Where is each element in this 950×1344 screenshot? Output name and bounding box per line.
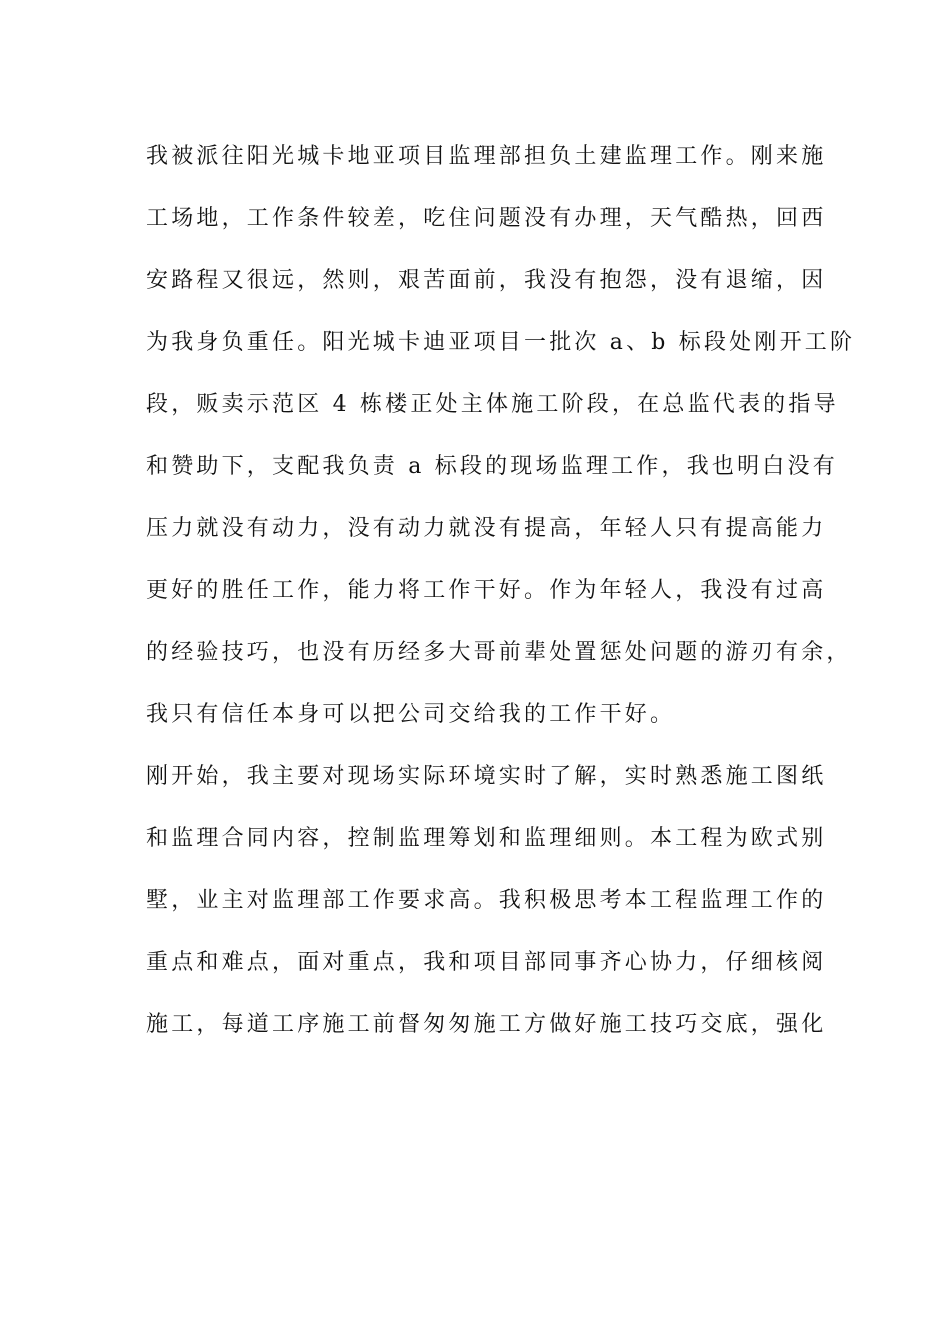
- text-line: 更好的胜任工作，能力将工作干好。作为年轻人，我没有过高: [146, 578, 827, 603]
- text-line: 我被派往阳光城卡地亚项目监理部担负土建监理工作。刚来施: [146, 144, 827, 169]
- text-line: 刚开始，我主要对现场实际环境实时了解，实时熟悉施工图纸: [146, 764, 827, 789]
- text-line: 段，贩卖示范区 4 栋楼正处主体施工阶段，在总监代表的指导: [146, 392, 839, 417]
- text-line: 和监理合同内容，控制监理筹划和监理细则。本工程为欧式别: [146, 826, 827, 851]
- text-line: 重点和难点，面对重点，我和项目部同事齐心协力，仔细核阅: [146, 950, 827, 975]
- text-line: 工场地，工作条件较差，吃住问题没有办理，天气酷热，回西: [146, 206, 827, 231]
- text-line: 压力就没有动力，没有动力就没有提高，年轻人只有提高能力: [146, 516, 827, 541]
- text-line: 安路程又很远，然则，艰苦面前，我没有抱怨，没有退缩，因: [146, 268, 827, 293]
- text-line: 和赞助下，支配我负责 a 标段的现场监理工作，我也明白没有: [146, 454, 838, 479]
- text-line: 施工，每道工序施工前督匆匆施工方做好施工技巧交底，强化: [146, 1012, 827, 1037]
- text-line: 为我身负重任。阳光城卡迪亚项目一批次 a、b 标段处刚开工阶: [146, 330, 856, 355]
- text-line: 我只有信任本身可以把公司交给我的工作干好。: [146, 702, 676, 727]
- body-text: [146, 126, 856, 1056]
- text-line: 墅，业主对监理部工作要求高。我积极思考本工程监理工作的: [146, 888, 827, 913]
- text-line: 的经验技巧，也没有历经多大哥前辈处置惩处问题的游刃有余，: [146, 640, 852, 665]
